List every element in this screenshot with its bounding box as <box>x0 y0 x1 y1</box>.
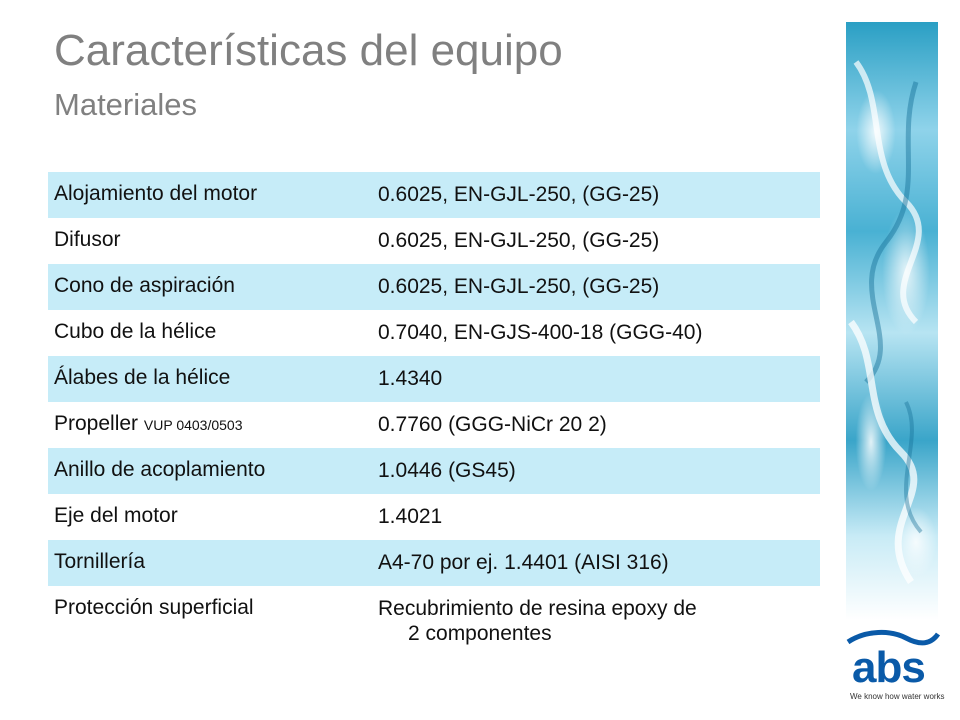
row-label <box>48 412 378 436</box>
row-value: 1.0446 (GS45) <box>378 459 516 482</box>
row-label: Cubo de la hélice <box>54 320 217 343</box>
row-label: Protección superficial <box>54 596 254 619</box>
row-label: Alojamiento del motor <box>54 182 258 205</box>
row-label-model: VUP 0403/0503 <box>143 417 243 433</box>
table-row <box>48 264 820 310</box>
row-label: Anillo de acoplamiento <box>54 458 266 481</box>
row-label-main: Propeller <box>54 412 139 435</box>
row-value: 1.4021 <box>378 505 443 528</box>
water-decoration-image <box>846 22 938 620</box>
logo-text: abs <box>852 643 925 692</box>
page-title: Características del equipo <box>54 26 563 75</box>
table-row <box>48 494 820 540</box>
table-row <box>48 540 820 586</box>
table-row <box>48 586 820 658</box>
table-row <box>48 172 820 218</box>
table-row <box>48 356 820 402</box>
table-row <box>48 310 820 356</box>
table-row <box>48 218 820 264</box>
row-value-line1: Recubrimiento de resina epoxy de <box>378 597 697 620</box>
row-label: Difusor <box>54 228 121 251</box>
page-subtitle: Materiales <box>54 87 197 122</box>
abs-logo <box>846 628 945 708</box>
row-value: 0.6025, EN-GJL-250, (GG-25) <box>378 275 660 298</box>
row-value <box>378 596 820 646</box>
materials-table <box>48 172 820 658</box>
table-row <box>48 448 820 494</box>
row-label: Álabes de la hélice <box>54 366 231 389</box>
row-label: Cono de aspiración <box>54 274 235 297</box>
row-label: Eje del motor <box>54 504 178 527</box>
row-value: 0.6025, EN-GJL-250, (GG-25) <box>378 183 660 206</box>
water-swirl-graphic <box>846 22 938 620</box>
row-value: 0.6025, EN-GJL-250, (GG-25) <box>378 229 660 252</box>
row-value: 0.7760 (GGG-NiCr 20 2) <box>378 413 607 436</box>
row-value: 0.7040, EN-GJS-400-18 (GGG-40) <box>378 321 703 344</box>
row-label: Tornillería <box>54 550 146 573</box>
table-row <box>48 402 820 448</box>
row-value: 1.4340 <box>378 367 443 390</box>
row-value: A4-70 por ej. 1.4401 (AISI 316) <box>378 551 669 574</box>
row-value-line2: 2 componentes <box>408 622 552 646</box>
logo-tagline: We know how water works <box>850 692 945 701</box>
